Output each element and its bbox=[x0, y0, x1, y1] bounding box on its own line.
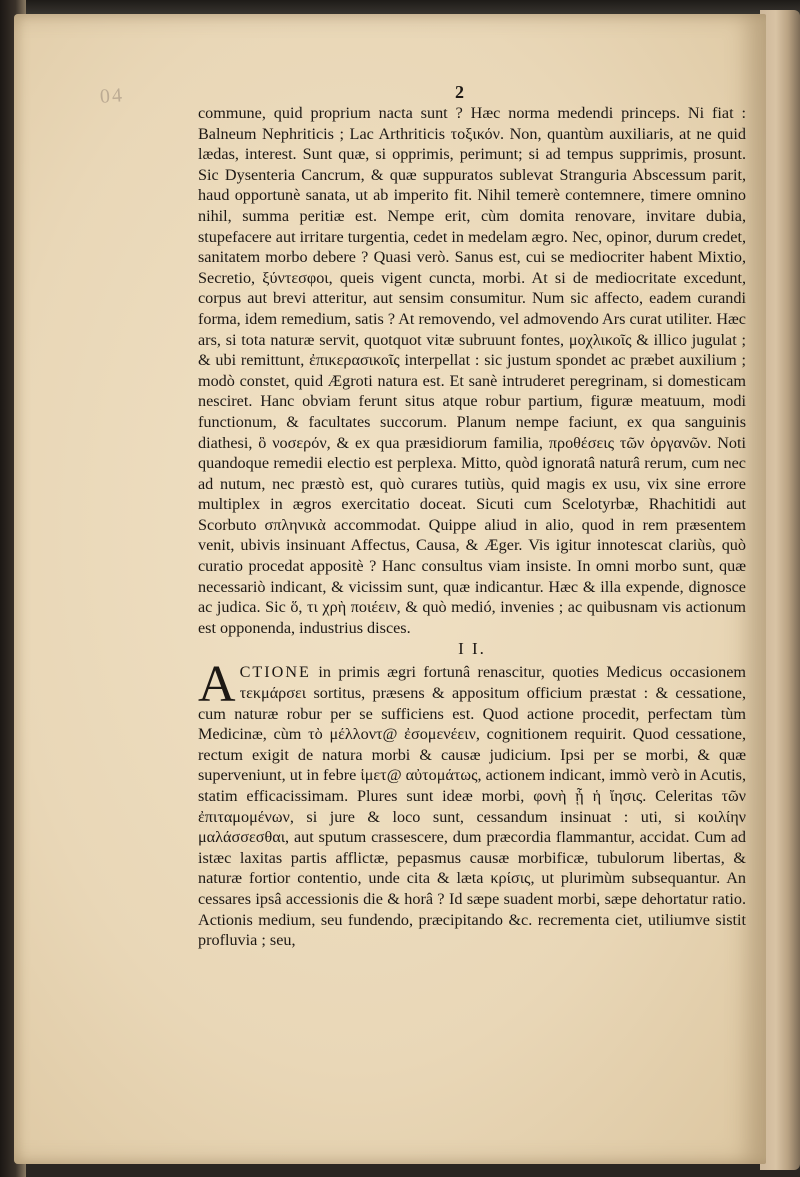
main-text bbox=[198, 103, 746, 951]
drop-cap: A bbox=[198, 656, 236, 714]
paragraph-1: commune, quid proprium nacta sunt ? Hæc norma medendi princeps. Ni fiat : Balneum Nephriticis ; Lac Arthriticis τοξικόν. Non, quantùm auxiliaris, at ne quid lædas, interest. Sunt quæ, si opprimis, perimunt; si ad tempus supprimis, prosunt. Sic Dysenteria Cancrum, & quæ suppuratos sublevat Stranguria Abscessum parit, haud opportunè sanata, ut ab imperito fit. Nihil temerè contemnere, timere omnino nihil, summa peritiæ est. Nempe erit, cùm domita renovare, invitare dubia, stupefacere aut irritare turgentia, cedet in medelam ægro. Nec, opinor, durum credet, sanitatem morbo debere ? Quasi verò. Sanus est, cui se mediocriter habent Mixtio, Secretio, ξύντεσφοι, queis vigent cuncta, morbi. At si de mediocritate excedunt, corpus aut brevi atteritur, aut sensim consumitur. Num sic affecto, eadem curandi forma, idem remedium, satis ? At removendo, vel admovendo Ars curat utiliter. Hæc ars, si tota naturæ servit, quotquot vitæ subruunt fontes, μοχλικοῖς & illico jugulat ; & ubi remittunt, ἐπικερασικοῖς interpellat : sic justum spondet ac præbet auxilium ; modò constet, quid Ægroti natura est. Et sanè intruderet peregrinam, si domesticam nesciret. Hanc obviam ferunt situs atque robur partium, figuræ meatuum, modi functionum, & facultates succorum. Planum nempe faciunt, ex qua sanguinis diathesi, ὃ νοσερόν, & ex qua præsidiorum familia, προθέσεις τῶν ὀργανῶν. Noti quandoque remedii electio est perplexa. Mitto, quòd ignoratâ naturâ rerum, cum nec ad nutum, nec præstò est, quò curares tutiùs, quid magis ex usu, vix sine errore multiplex in ægros exercitatio doceat. Sicuti cum Scelotyrbæ, Rhachitidi aut Scorbuto σπληνικὰ accommodat. Quippe aliud in alio, quod in rem præsentem venit, ubivis insinuant Affectus, Causa, & Æger. Vis igitur innotescat clariùs, quò curatio procedat appositè ? Hanc consultus viam insiste. In omni morbo sunt, quæ necessariò indicant, & vicissim sunt, quæ indicantur. Hæc & illa expende, dignosce ac judica. Sic ὅ, τι χρὴ ποιέειν, & quò medió, invenies ; ac quibusnam vis actionum est opponenda, industrius disces. bbox=[198, 104, 746, 637]
book-page-edges bbox=[760, 10, 800, 1170]
first-word: CTIONE bbox=[239, 663, 311, 682]
page-number: 2 bbox=[455, 82, 464, 102]
section-heading: I I. bbox=[458, 639, 486, 659]
paragraph-2-block bbox=[198, 656, 746, 950]
margin-scrawl: 04 bbox=[99, 84, 125, 108]
paragraph-2: in primis ægri fortunâ renascitur, quoties Medicus occasionem τεκμάρσει sortitus, præsens & appositum officium præstat : & cessatione, cum naturæ robur per se sufficiens est. Quod actione procedit, perfectam tùm Medicinæ, cùm τὸ μέλλοντ@ ἐσομενέειν, cognitionem requirit. Quod cessatione, rectum exigit de natura morbi & causæ judicium. Ipsi per se morbi, & quæ superveniunt, ut in febre ἱμετ@ αὐτομάτως, actionem indicant, immò verò in Acutis, statim efficacissimam. Plures sunt ideæ morbi, φονὴ ᾗ ἡ ἴησις. Celeritas τῶν ἐπιταμομένων, si jure & loco sunt, cessandum insinuat : uti, si κοιλίην μαλάσσεσθαι, aut sputum crassescere, dum præcordia flammantur, accidat. Cum ad istæc laxitas partis afflictæ, pepasmus causæ morbificæ, tubulorum libertas, & naturæ fortior contentio, unde cita & læta κρίσις, ut plurimùm subsequantur. An cessares ipsâ accessionis die & horâ ? Id sæpe suadent morbi, sæpe dehortatur ratio. Actionis medium, seu fundendo, præcipitando &c. recrementa ciet, utiliumve sistit profluvia ; seu, bbox=[198, 663, 746, 950]
